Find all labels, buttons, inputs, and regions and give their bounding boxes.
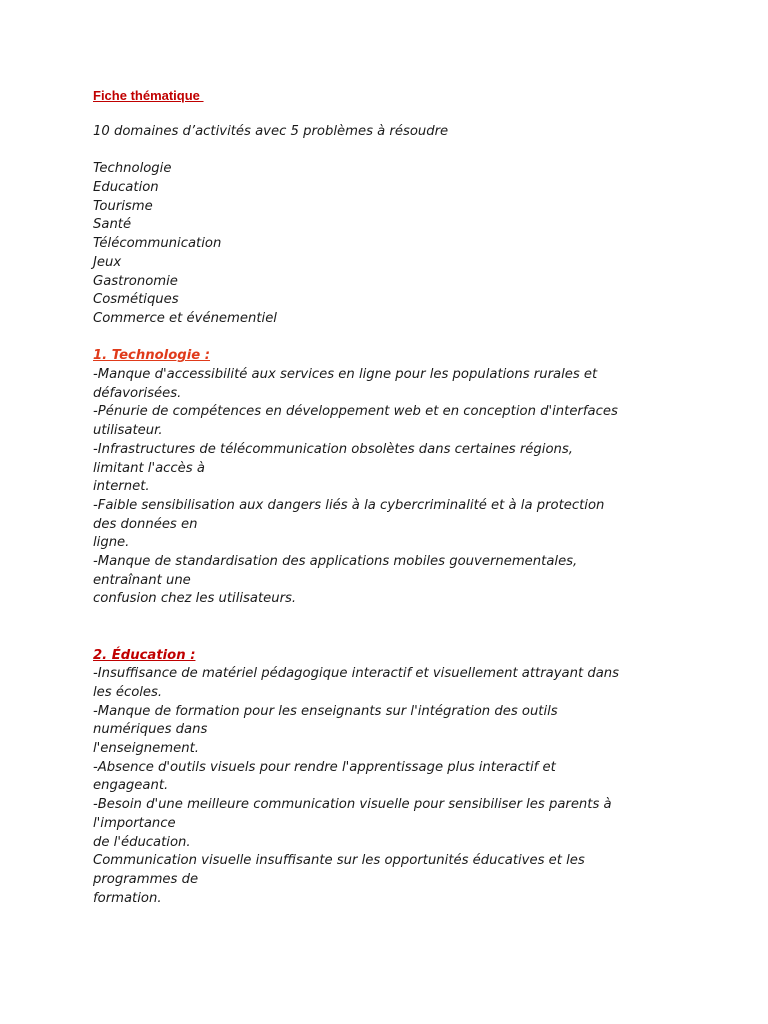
domain-list-item: Cosmétiques [93,292,179,308]
domain-list-item: Education [93,180,159,196]
problem-item: -Besoin d'une meilleure communication visuelle pour sensibiliser les parents à l'importance de l'éducation. [93,797,612,850]
problem-item: Communication visuelle insuffisante sur les opportunités éducatives et les programmes de formation. [93,853,585,906]
problem-item: -Faible sensibilisation aux dangers liés à la cybercriminalité et à la protection des données en ligne. [93,497,605,551]
document-title: Fiche thématique [93,88,204,103]
domain-list-item: Télécommunication [93,236,222,252]
document-body [93,86,678,908]
problem-item: -Absence d'outils visuels pour rendre l'apprentissage plus interactif et engageant. [93,759,556,794]
problem-item: -Manque de formation pour les enseignants sur l'intégration des outils numériques dans l'enseignement. [93,703,558,757]
problem-item: -Infrastructures de télécommunication obsolètes dans certaines régions, limitant l'accès à internet. [93,441,573,495]
domain-list-item: Commerce et événementiel [93,310,277,326]
domain-list [93,160,678,328]
domain-list-item: Jeux [93,254,122,270]
problem-item: -Manque d'accessibilité aux services en ligne pour les populations rurales et défavorisées. [93,366,598,401]
intro-text: 10 domaines d’activités avec 5 problèmes à résoudre [93,123,449,139]
domain-list-item: Gastronomie [93,273,178,289]
section-education [93,647,678,909]
domain-list-item: Tourisme [93,198,153,214]
section-heading: 1. Technologie : [93,348,211,364]
section-heading: 2. Éducation : [93,647,196,663]
problem-item: -Manque de standardisation des applications mobiles gouvernementales, entraînant une confusion chez les utilisateurs. [93,554,578,607]
problem-item: -Pénurie de compétences en développement web et en conception d'interfaces utilisateur. [93,404,618,439]
domain-list-item: Technologie [93,161,172,177]
problem-item: -Insuffisance de matériel pédagogique interactif et visuellement attrayant dans les écoles. [93,666,620,700]
domain-list-item: Santé [93,217,132,233]
section-technologie [93,347,678,609]
